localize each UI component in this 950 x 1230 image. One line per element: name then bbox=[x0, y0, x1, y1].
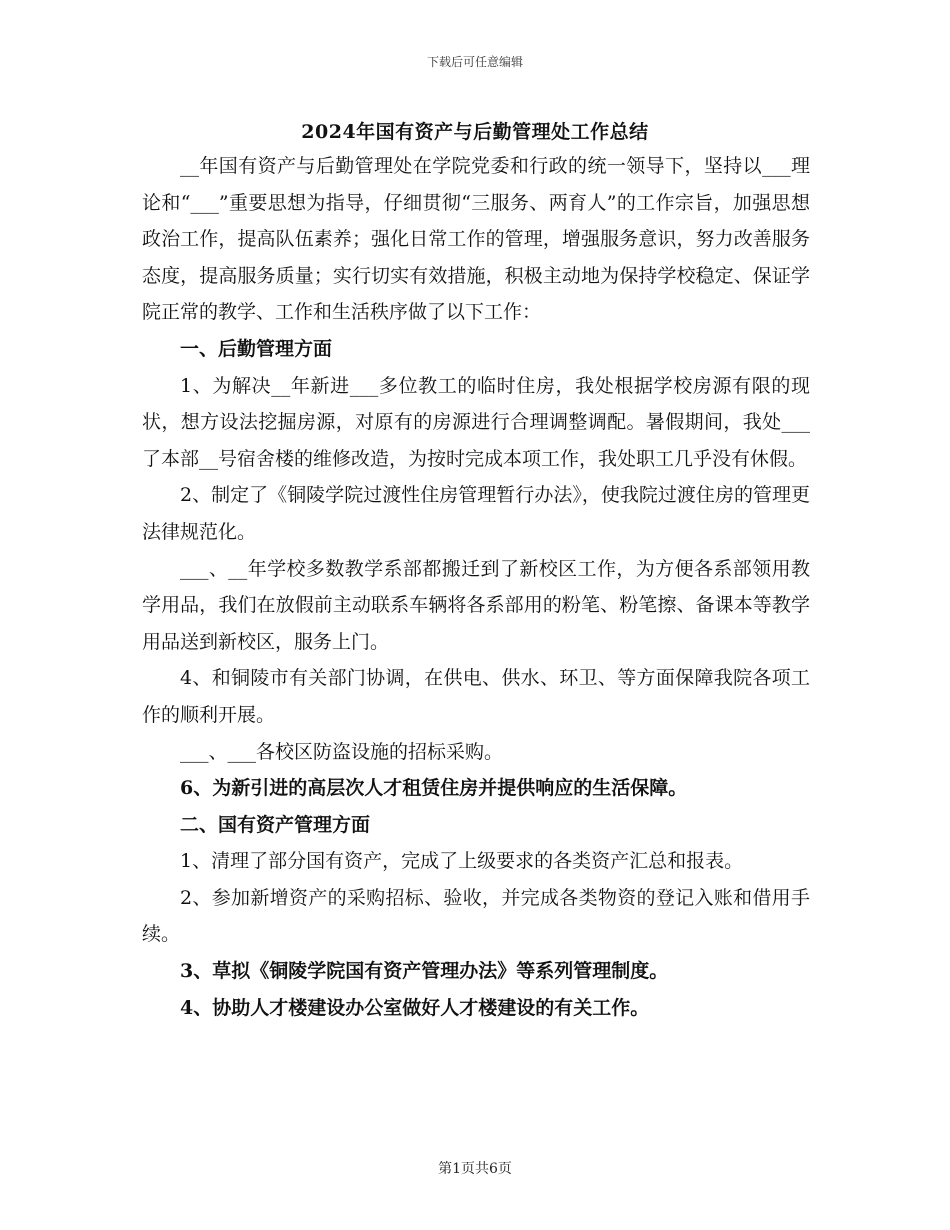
section-heading-assets: 二、国有资产管理方面 bbox=[180, 813, 371, 836]
paragraph-item: 1、清理了部分国有资产，完成了上级要求的各类资产汇总和报表。 bbox=[180, 850, 744, 873]
paragraph-item: 1、为解决__年新进___多位教工的临时住房，我处根据学校房源有限的现状，想方设法挖掘房源，对原有的房源进行合理调整调配。暑假期间，我处___了本部__号宿舍楼的维修改造，为按时完成本项工作，我处职工几乎没有休假。 bbox=[142, 374, 810, 470]
paragraph-item: 6、为新引进的高层次人才租赁住房并提供响应的生活保障。 bbox=[180, 777, 688, 800]
paragraph-item: ___、___各校区防盗设施的招标采购。 bbox=[180, 740, 504, 763]
paragraph-item: 4、和铜陵市有关部门协调，在供电、供水、环卫、等方面保障我院各项工作的顺利开展。 bbox=[142, 667, 810, 726]
document-title: 2024年国有资产与后勤管理处工作总结 bbox=[301, 121, 649, 143]
paragraph-item: 2、制定了《铜陵学院过渡性住房管理暂行办法》，使我院过渡住房的管理更法律规范化。 bbox=[142, 484, 810, 543]
page-footer: 第1页共6页 bbox=[438, 1161, 512, 1177]
section-heading-logistics: 一、后勤管理方面 bbox=[180, 337, 333, 360]
paragraph-intro: __年国有资产与后勤管理处在学院党委和行政的统一领导下，坚持以___理论和“___”重要思想为指导，仔细贯彻“三服务、两育人”的工作宗旨，加强思想政治工作，提高队伍素养；强化日常工作的管理，增强服务意识，努力改善服务态度，提高服务质量；实行切实有效措施，积极主动地为保持学校稳定、保证学院正常的教学、工作和生活秩序做了以下工作： bbox=[142, 155, 810, 324]
paragraph-item: 4、协助人才楼建设办公室做好人才楼建设的有关工作。 bbox=[180, 996, 650, 1019]
header-note: 下载后可任意编辑 bbox=[426, 55, 523, 69]
paragraph-item: 2、参加新增资产的采购招标、验收，并完成各类物资的登记入账和借用手续。 bbox=[142, 886, 810, 946]
document-body bbox=[142, 148, 810, 1026]
paragraph-item: 3、草拟《铜陵学院国有资产管理办法》等系列管理制度。 bbox=[180, 960, 669, 983]
paragraph-item: ___、__年学校多数教学系部都搬迁到了新校区工作，为方便各系部领用教学用品，我们在放假前主动联系车辆将各系部用的粉笔、粉笔擦、备课本等教学用品送到新校区，服务上门。 bbox=[142, 557, 810, 653]
